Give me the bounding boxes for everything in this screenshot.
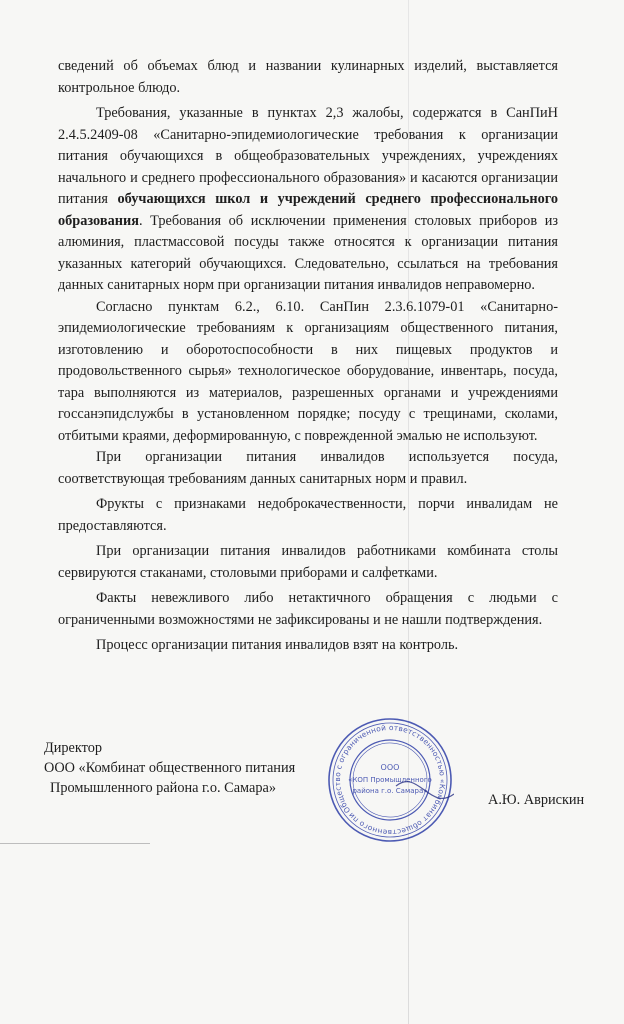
paragraph-8-text: Процесс организации питания инвалидов взят на контроль. [96,637,459,653]
paragraph-2 [58,103,558,297]
paragraph-4 [58,447,558,490]
paragraph-1-text: сведений об объемах блюд и названии кулинарных изделий, выставляется контрольное блюдо. [58,58,558,96]
paragraph-4-text: При организации питания инвалидов используется посуда, соответствующая требованиям данных санитарных норм и правил. [58,449,558,487]
paragraph-2-bold: обучающихся школ и учреждений среднего профессионального образования [58,191,558,229]
paragraph-3 [58,297,558,448]
paragraph-8 [58,635,558,657]
letter-body [58,56,558,661]
signatory-org-line2: Промышленного района г.о. Самара» [50,780,276,796]
stamp-center-line2: «КОП Промышленного [348,776,432,784]
paragraph-2-text-a: Требования, указанные в пунктах 2,3 жалобы, содержатся в СанПиН 2.4.5.2409-08 «Санитарно-эпидемиологические требования к организации питания обучающихся в общеобразовательных учреждениях, учреждениях начального и среднего профессионального образования» и касаются организации питания [58,105,558,207]
signatory-org-line1: ООО «Комбинат общественного питания [44,760,296,776]
paragraph-3-text: Согласно пунктам 6.2., 6.10. СанПин 2.3.6.1079-01 «Санитарно-эпидемиологические требованиям к организациям общественного питания, изготовлению и оборотоспособности в них пищевых продуктов и продовольственного сырья» технологическое оборудование, инвентарь, посуда, тара выполняются из материалов, разрешенных органами и учреждениями госсанэпидслужбы в установленном порядке; посуду с трещинами, сколами, отбитыми краями, деформированную, с поврежденной эмалью не используют. [58,298,558,444]
paragraph-7 [58,588,558,631]
stamp-outer-text: Общество с ограниченной ответственностью «Комбинат общественного питания [332,722,448,838]
stamp-center-line3: района г.о. Самара» [352,787,428,795]
paragraph-5-text: Фрукты с признаками недоброкачественности, порчи инвалидам не предоставляются. [58,496,558,534]
paragraph-6 [58,541,558,584]
signature-block [44,738,584,848]
paragraph-6-text: При организации питания инвалидов работниками комбината столы сервируются стаканами, столовыми приборами и салфетками. [58,543,558,581]
stamp-center-line1: ООО [380,763,400,772]
paragraph-2-text-b: . Требования об исключении применения столовых приборов из алюминия, пластмассовой посуды также относятся к организации питания указанных категорий обучающихся. Следовательно, ссылаться на требования данных санитарных норм при организации питания инвалидов неправомерно. [58,212,558,293]
paragraph-7-text: Факты невежливого либо нетактичного обращения с людьми с ограниченными возможностями не зафиксированы и не нашли подтверждения. [58,590,558,628]
paragraph-5 [58,494,558,537]
company-stamp [326,716,454,844]
signatory-title: Директор [44,740,103,756]
paragraph-1 [58,56,558,99]
signatory-name: А.Ю. Аврискин [488,792,585,808]
